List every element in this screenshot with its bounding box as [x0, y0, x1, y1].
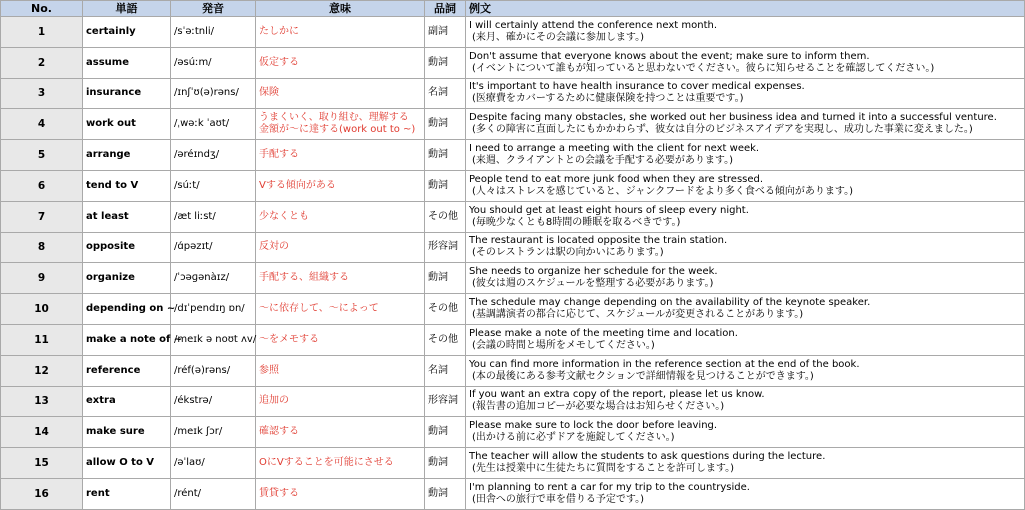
example-japanese: (医療費をカバーするために健康保険を持つことは重要です。) [472, 93, 744, 105]
example-english: She needs to organize her schedule for the week. [469, 266, 718, 278]
meaning-line: Vする傾向がある [259, 179, 336, 191]
cell-word[interactable]: arrange [83, 140, 171, 171]
cell-part-of-speech[interactable]: 形容詞 [425, 386, 466, 417]
cell-meaning[interactable] [256, 355, 425, 386]
cell-example[interactable] [466, 232, 1025, 263]
example-japanese: (出かける前に必ずドアを施錠してください。) [472, 432, 675, 444]
cell-meaning[interactable] [256, 478, 425, 509]
cell-example[interactable] [466, 294, 1025, 325]
cell-meaning[interactable] [256, 109, 425, 140]
meaning-line: 手配する、組織する [259, 272, 349, 284]
cell-no[interactable]: 13 [1, 386, 83, 417]
cell-word[interactable]: opposite [83, 232, 171, 263]
table-row [1, 201, 1025, 232]
cell-pronunciation[interactable]: /dɪˈpendɪŋ ɒn/ [171, 294, 256, 325]
cell-meaning[interactable] [256, 386, 425, 417]
example-japanese: (本の最後にある参考文献セクションで詳細情報を見つけることができます。) [472, 370, 814, 382]
example-japanese: (来月、確かにその会議に参加します。) [472, 31, 645, 43]
cell-word[interactable]: depending on ~ [83, 294, 171, 325]
cell-word[interactable]: insurance [83, 78, 171, 109]
cell-no[interactable]: 8 [1, 232, 83, 263]
example-english: Please make a note of the meeting time and location. [469, 327, 738, 339]
cell-word[interactable]: make sure [83, 417, 171, 448]
cell-pronunciation[interactable]: /əsúːm/ [171, 47, 256, 78]
meaning-line: 追加の [259, 395, 289, 407]
cell-part-of-speech[interactable]: 動詞 [425, 109, 466, 140]
example-english: The teacher will allow the students to ask questions during the lecture. [469, 451, 826, 463]
example-japanese: (人々はストレスを感じていると、ジャンクフードをより多く食べる傾向があります。) [472, 185, 854, 197]
cell-part-of-speech[interactable]: 名詞 [425, 78, 466, 109]
cell-no[interactable]: 2 [1, 47, 83, 78]
cell-pronunciation[interactable]: /ɑ́pəzɪt/ [171, 232, 256, 263]
table-row [1, 232, 1025, 263]
example-japanese: (会議の時間と場所をメモしてください。) [472, 339, 655, 351]
cell-no[interactable]: 9 [1, 263, 83, 294]
cell-meaning[interactable] [256, 170, 425, 201]
cell-no[interactable]: 16 [1, 478, 83, 509]
cell-part-of-speech[interactable]: 動詞 [425, 448, 466, 479]
cell-meaning[interactable] [256, 78, 425, 109]
table-row [1, 170, 1025, 201]
cell-word[interactable]: reference [83, 355, 171, 386]
cell-part-of-speech[interactable]: 動詞 [425, 47, 466, 78]
cell-meaning[interactable] [256, 417, 425, 448]
meaning-line: うまくいく、取り組む、理解する [259, 112, 409, 124]
table-row [1, 324, 1025, 355]
header-part-of-speech[interactable]: 品詞 [425, 1, 466, 17]
cell-pronunciation[interactable]: /ˌwəːk ˈaʊt/ [171, 109, 256, 140]
cell-example[interactable] [466, 324, 1025, 355]
cell-part-of-speech[interactable]: その他 [425, 324, 466, 355]
cell-example[interactable] [466, 417, 1025, 448]
example-japanese: (彼女は週のスケジュールを整理する必要があります。) [472, 278, 714, 290]
example-english: The restaurant is located opposite the train station. [469, 235, 728, 247]
meaning-line: 〜に依存して、〜によって [259, 303, 379, 315]
table-row [1, 78, 1025, 109]
example-english: I'm planning to rent a car for my trip to the countryside. [469, 481, 750, 493]
cell-meaning[interactable] [256, 47, 425, 78]
example-english: People tend to eat more junk food when they are stressed. [469, 173, 764, 185]
example-japanese: (基調講演者の都合に応じて、スケジュールが変更されることがあります。) [472, 309, 804, 321]
cell-part-of-speech[interactable]: 動詞 [425, 263, 466, 294]
meaning-line: たしかに [259, 25, 299, 37]
example-english: You should get at least eight hours of sleep every night. [469, 204, 749, 216]
example-japanese: (来週、クライアントとの会議を手配する必要があります。) [472, 155, 734, 167]
cell-no[interactable]: 7 [1, 201, 83, 232]
cell-pronunciation[interactable]: /əˈlaʊ/ [171, 448, 256, 479]
cell-example[interactable] [466, 170, 1025, 201]
cell-example[interactable] [466, 263, 1025, 294]
cell-example[interactable] [466, 478, 1025, 509]
meaning-line: 〜をメモする [259, 333, 319, 345]
cell-example[interactable] [466, 201, 1025, 232]
meaning-line: OにVすることを可能にさせる [259, 457, 394, 469]
example-english: Don't assume that everyone knows about the event; make sure to inform them. [469, 50, 870, 62]
meaning-line: 反対の [259, 241, 289, 253]
cell-word[interactable]: make a note of ~ [83, 324, 171, 355]
cell-word[interactable]: extra [83, 386, 171, 417]
example-japanese: (先生は授業中に生徒たちに質問をすることを許可します。) [472, 463, 735, 475]
cell-no[interactable]: 14 [1, 417, 83, 448]
table-row [1, 47, 1025, 78]
example-english: The schedule may change depending on the availability of the keynote speaker. [469, 297, 871, 309]
cell-word[interactable]: rent [83, 478, 171, 509]
cell-no[interactable]: 12 [1, 355, 83, 386]
cell-pronunciation[interactable]: /əréɪndʒ/ [171, 140, 256, 171]
meaning-line: 確認する [259, 426, 299, 438]
table-row [1, 263, 1025, 294]
cell-example[interactable] [466, 47, 1025, 78]
example-english: I will certainly attend the conference next month. [469, 19, 718, 31]
cell-meaning[interactable] [256, 232, 425, 263]
cell-word[interactable]: organize [83, 263, 171, 294]
cell-word[interactable]: at least [83, 201, 171, 232]
cell-word[interactable]: assume [83, 47, 171, 78]
table-row [1, 386, 1025, 417]
header-example[interactable]: 例文 [466, 1, 1025, 17]
cell-no[interactable]: 4 [1, 109, 83, 140]
cell-example[interactable] [466, 78, 1025, 109]
cell-pronunciation[interactable]: /sˈəːtnli/ [171, 17, 256, 48]
table-row [1, 140, 1025, 171]
table-row [1, 17, 1025, 48]
cell-part-of-speech[interactable]: 動詞 [425, 417, 466, 448]
table-row [1, 448, 1025, 479]
cell-meaning[interactable] [256, 201, 425, 232]
cell-pronunciation[interactable]: /súːt/ [171, 170, 256, 201]
cell-part-of-speech[interactable]: その他 [425, 201, 466, 232]
cell-meaning[interactable] [256, 448, 425, 479]
example-japanese: (毎晩少なくとも8時間の睡眠を取るべきです。) [472, 216, 681, 228]
table-row [1, 417, 1025, 448]
cell-no[interactable]: 3 [1, 78, 83, 109]
cell-example[interactable] [466, 448, 1025, 479]
example-japanese: (そのレストランは駅の向かいにあります。) [472, 247, 664, 259]
cell-part-of-speech[interactable]: 副詞 [425, 17, 466, 48]
cell-no[interactable]: 6 [1, 170, 83, 201]
cell-meaning[interactable] [256, 140, 425, 171]
cell-part-of-speech[interactable]: 動詞 [425, 478, 466, 509]
meaning-line: 少なくとも [259, 210, 309, 222]
cell-no[interactable]: 11 [1, 324, 83, 355]
example-english: Despite facing many obstacles, she worked out her business idea and turned it into a successful venture. [469, 112, 997, 124]
meaning-line: 金額が〜に達する(work out to ~) [259, 124, 416, 136]
cell-part-of-speech[interactable]: 形容詞 [425, 232, 466, 263]
cell-part-of-speech[interactable]: 名詞 [425, 355, 466, 386]
cell-pronunciation[interactable]: /æt liːst/ [171, 201, 256, 232]
example-japanese: (多くの障害に直面したにもかかわらず、彼女は自分のビジネスアイデアを実現し、成功した事業に変えました。) [472, 124, 973, 136]
cell-meaning[interactable] [256, 324, 425, 355]
example-english: If you want an extra copy of the report, please let us know. [469, 389, 765, 401]
meaning-line: 賃貸する [259, 487, 299, 499]
example-japanese: (田舎への旅行で車を借りる予定です。) [472, 493, 645, 505]
cell-part-of-speech[interactable]: その他 [425, 294, 466, 325]
cell-no[interactable]: 15 [1, 448, 83, 479]
table-row [1, 478, 1025, 509]
meaning-line: 仮定する [259, 56, 299, 68]
example-japanese: (報告書の追加コピーが必要な場合はお知らせください。) [472, 401, 725, 413]
cell-pronunciation[interactable]: /meɪk ə noʊt ʌv/ [171, 324, 256, 355]
cell-example[interactable] [466, 17, 1025, 48]
cell-no[interactable]: 5 [1, 140, 83, 171]
cell-pronunciation[interactable]: /meɪk ʃɔr/ [171, 417, 256, 448]
cell-meaning[interactable] [256, 294, 425, 325]
table-row [1, 294, 1025, 325]
cell-example[interactable] [466, 140, 1025, 171]
cell-word[interactable]: allow O to V [83, 448, 171, 479]
table-row [1, 109, 1025, 140]
header-meaning[interactable]: 意味 [256, 1, 425, 17]
cell-word[interactable]: work out [83, 109, 171, 140]
header-row [1, 1, 1025, 17]
cell-pronunciation[interactable]: /ɪnʃˈʊ(ə)rəns/ [171, 78, 256, 109]
example-japanese: (イベントについて誰もが知っていると思わないでください。彼らに知らせることを確認してください。) [472, 62, 935, 74]
cell-example[interactable] [466, 355, 1025, 386]
cell-part-of-speech[interactable]: 動詞 [425, 170, 466, 201]
cell-pronunciation[interactable]: /réf(ə)rəns/ [171, 355, 256, 386]
table-row [1, 355, 1025, 386]
example-english: You can find more information in the reference section at the end of the book. [469, 358, 860, 370]
example-english: Please make sure to lock the door before leaving. [469, 420, 718, 432]
cell-no[interactable]: 10 [1, 294, 83, 325]
example-english: I need to arrange a meeting with the client for next week. [469, 143, 760, 155]
cell-meaning[interactable] [256, 263, 425, 294]
cell-pronunciation[interactable]: /ˈɔəɡənàɪz/ [171, 263, 256, 294]
meaning-line: 参照 [259, 364, 279, 376]
cell-example[interactable] [466, 386, 1025, 417]
cell-part-of-speech[interactable]: 動詞 [425, 140, 466, 171]
meaning-line: 保険 [259, 87, 279, 99]
cell-meaning[interactable] [256, 17, 425, 48]
cell-pronunciation[interactable]: /ékstrə/ [171, 386, 256, 417]
header-pronunciation[interactable]: 発音 [171, 1, 256, 17]
meaning-line: 手配する [259, 149, 299, 161]
header-no[interactable]: No. [1, 1, 83, 17]
header-word[interactable]: 単語 [83, 1, 171, 17]
cell-word[interactable]: certainly [83, 17, 171, 48]
cell-example[interactable] [466, 109, 1025, 140]
example-english: It's important to have health insurance to cover medical expenses. [469, 81, 805, 93]
cell-no[interactable]: 1 [1, 17, 83, 48]
cell-word[interactable]: tend to V [83, 170, 171, 201]
cell-pronunciation[interactable]: /rént/ [171, 478, 256, 509]
